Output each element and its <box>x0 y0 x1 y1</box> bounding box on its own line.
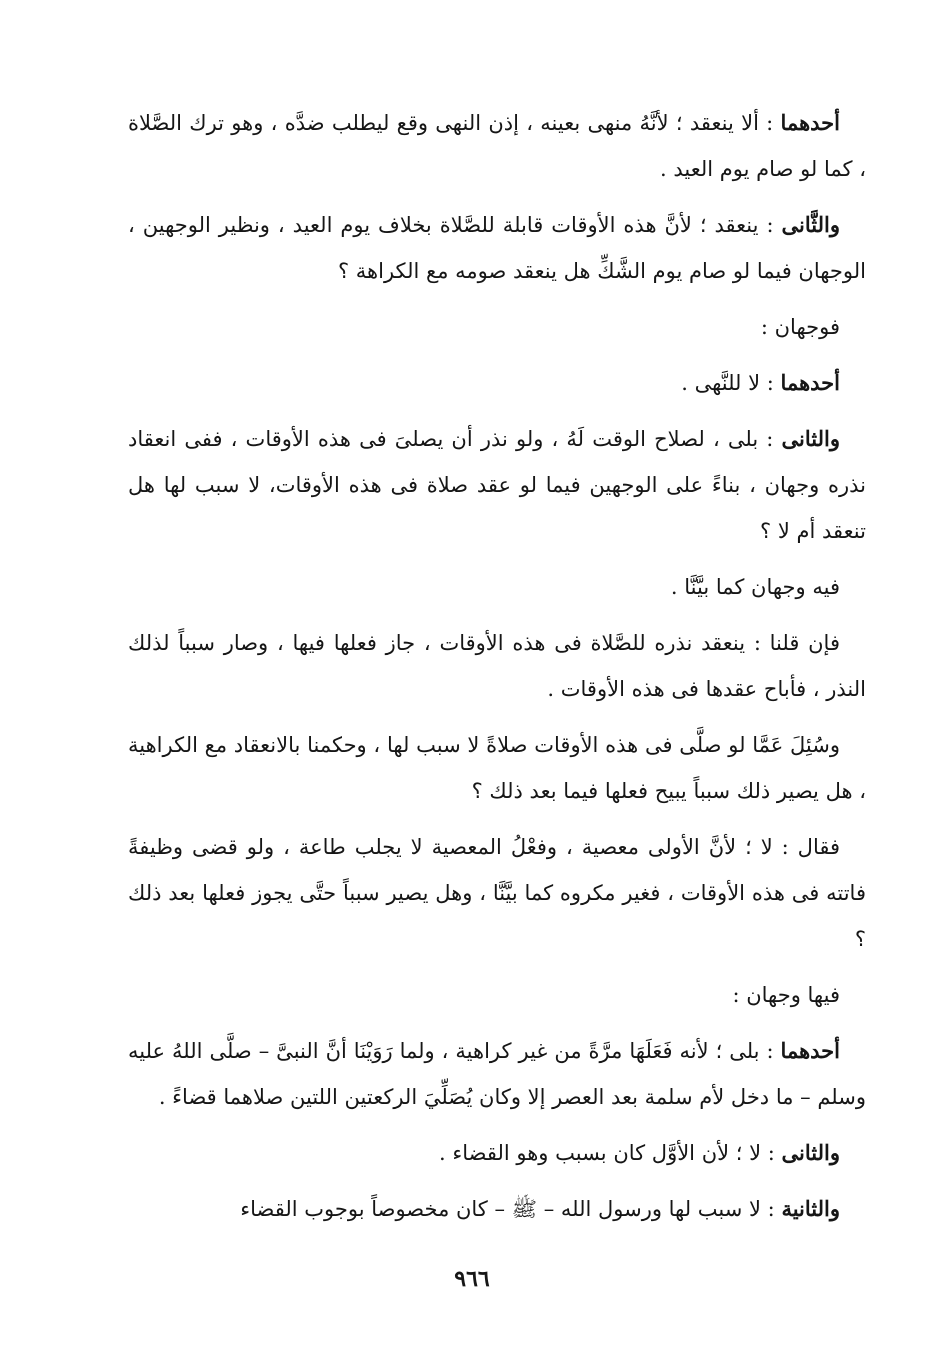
paragraph-text: : بلى ، لصلاح الوقت لَهُ ، ولو نذر أن يصلىَ فى هذه الأوقات ، ففى انعقاد نذره وجهان ، بناءً على الوجهين فيما لو عقد صلاة فى هذه الأوقات، لا سبب لها هل تنعقد أم لا ؟ <box>128 427 866 543</box>
paragraph-label: والثانية <box>781 1196 840 1221</box>
paragraph-5 <box>128 416 866 554</box>
paragraph-11 <box>128 1028 866 1120</box>
paragraph-text: فإن قلنا : ينعقد نذره للصَّلاة فى هذه الأوقات ، جاز فعلها فيها ، وصار سبباً لذلك النذر ، فأباح عقدها فى هذه الأوقات . <box>128 631 866 701</box>
paragraph-10 <box>128 972 866 1018</box>
paragraph-4 <box>128 360 866 406</box>
paragraph-label: أحدهما <box>780 370 840 395</box>
paragraph-12 <box>128 1130 866 1176</box>
paragraph-label: والثانى <box>781 426 840 451</box>
body-text <box>128 100 866 1232</box>
paragraph-label: أحدهما <box>780 1038 840 1063</box>
paragraph-text: فيه وجهان كما بيَّنَّا . <box>670 575 840 599</box>
paragraph-2 <box>128 202 866 294</box>
paragraph-label: والثانى <box>781 1140 840 1165</box>
paragraph-text: : بلى ؛ لأنه فَعَلَهَا مرَّةً من غير كراهية ، ولما رَوَيْنَا أنَّ النبىَّ – صلَّى اللهُ عليه وسلم – ما دخل لأم سلمة بعد العصر إلا وكان يُصَلِّيَ الركعتين اللتين صلاهما قضاءً . <box>128 1039 866 1109</box>
paragraph-text: : ألا ينعقد ؛ لأنَّهُ منهى بعينه ، إذن النهى وقع ليطلب ضدَّه ، وهو ترك الصَّلاة ، كما لو صام يوم العيد . <box>128 111 866 181</box>
paragraph-13 <box>128 1186 866 1232</box>
paragraph-label: أحدهما <box>780 110 840 135</box>
paragraph-label: والثَّانى <box>781 212 840 237</box>
paragraph-text: : لا للنَّهى . <box>681 371 781 395</box>
paragraph-text: فقال : لا ؛ لأنَّ الأولى معصية ، وفعْلُ المعصية لا يجلب طاعة ، ولو قضى وظيفةً فاتته فى هذه الأوقات ، فغير مكروه كما بيَّنَّا ، وهل يصير سبباً حتَّى يجوز فعلها بعد ذلك ؟ <box>128 835 866 951</box>
paragraph-text: فيها وجهان : <box>732 983 840 1007</box>
paragraph-text: فوجهان : <box>760 315 840 339</box>
paragraph-text: وسُئِلَ عَمَّا لو صلَّى فى هذه الأوقات صلاةً لا سبب لها ، وحكمنا بالانعقاد مع الكراهية ، هل يصير ذلك سبباً يبيح فعلها فيما بعد ذلك ؟ <box>128 733 866 803</box>
paragraph-6 <box>128 564 866 610</box>
paragraph-7 <box>128 620 866 712</box>
paragraph-9 <box>128 824 866 962</box>
paragraph-8 <box>128 722 866 814</box>
paragraph-text: : لا سبب لها ورسول الله – ﷺ – كان مخصوصاً بوجوب القضاء <box>240 1197 782 1221</box>
page-number: ٩٦٦ <box>454 1266 490 1292</box>
paragraph-text: : لا ؛ لأن الأوَّل كان بسبب وهو القضاء . <box>439 1141 782 1165</box>
paragraph-3 <box>128 304 866 350</box>
paragraph-1 <box>128 100 866 192</box>
paragraph-text: : ينعقد ؛ لأنَّ هذه الأوقات قابلة للصَّلاة بخلاف يوم العيد ، ونظير الوجهين ، الوجهان فيما لو صام يوم الشَّكِّ هل ينعقد صومه مع الكراهة ؟ <box>128 213 866 283</box>
